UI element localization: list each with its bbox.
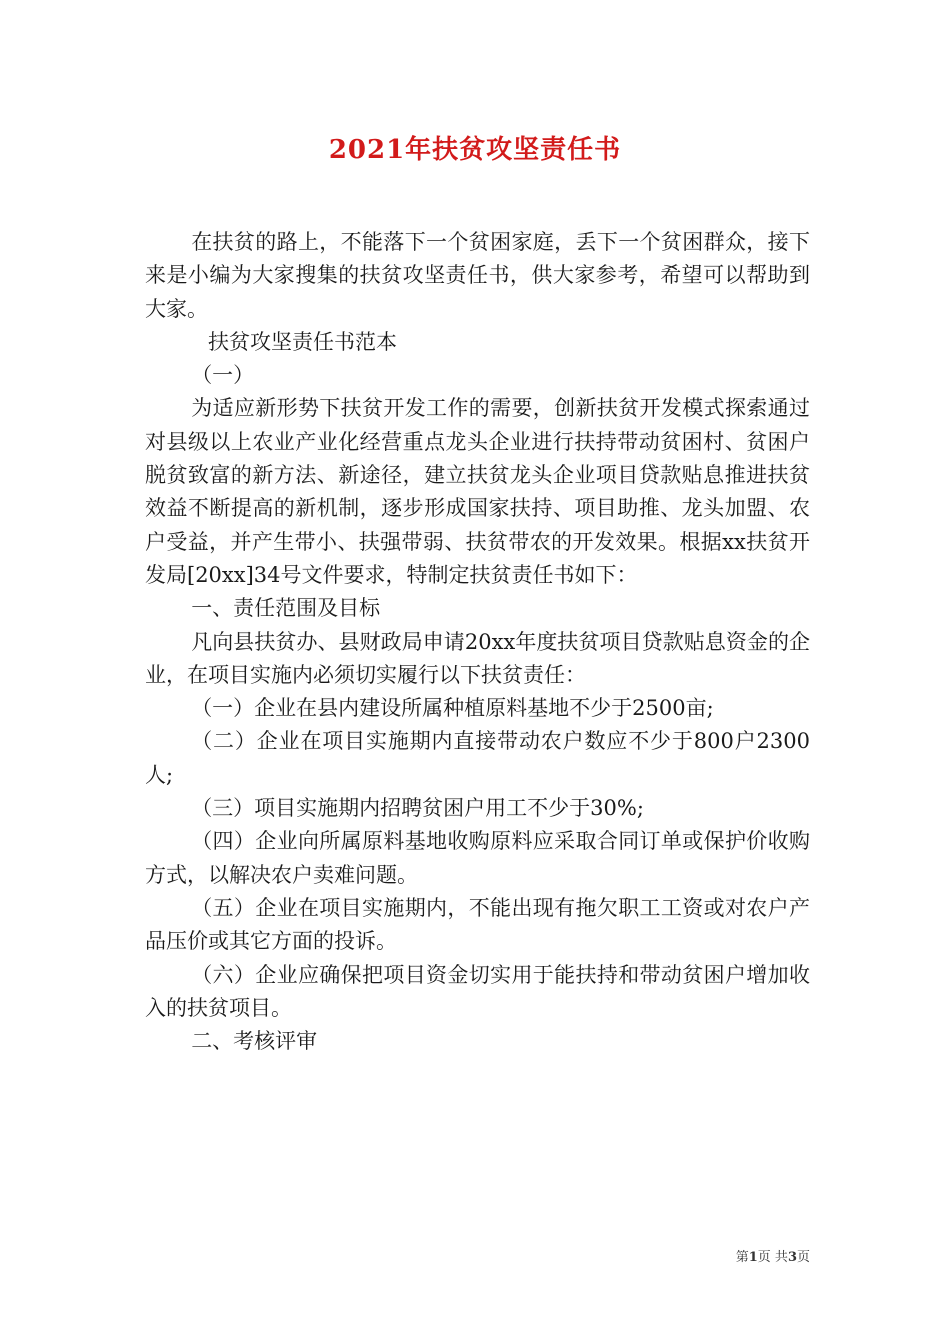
paragraph-purpose: 为适应新形势下扶贫开发工作的需要，创新扶贫开发模式探索通过对县级以上农业产业化经营重点龙头企业进行扶持带动贫困村、贫困户脱贫致富的新方法、新途径，建立扶贫龙头企业项目贷款贴息推进扶贫效益不断提高的新机制，逐步形成国家扶持、项目助推、龙头加盟、农户受益，并产生带小、扶强带弱、扶贫带农的开发效果。根据xx扶贫开发局[20xx]34号文件要求，特制定扶贫责任书如下： — [145, 396, 810, 587]
footer-total-pages: 3 — [787, 1250, 797, 1265]
paragraph-item-6: （六）企业应确保把项目资金切实用于能扶持和带动贫困户增加收入的扶贫项目。 — [145, 962, 810, 1020]
paragraph-heading-sample: 扶贫攻坚责任书范本 — [208, 329, 397, 354]
paragraph-heading-scope: 一、责任范围及目标 — [191, 596, 381, 621]
footer-prefix: 第 — [735, 1250, 749, 1265]
footer-current-page: 1 — [748, 1250, 758, 1265]
paragraph-scope: 凡向县扶贫办、县财政局申请20xx年度扶贫项目贷款贴息资金的企业，在项目实施内必须切实履行以下扶贫责任： — [145, 629, 810, 687]
paragraph-item-2: （二）企业在项目实施期内直接带动农户数应不少于800户2300人; — [145, 729, 810, 787]
paragraph-heading-review: 二、考核评审 — [191, 1029, 318, 1054]
paragraph-section-one: （一） — [191, 363, 255, 388]
paragraph-item-3: （三）项目实施期内招聘贫困户用工不少于30%; — [191, 796, 644, 821]
document-title: 2021年扶贫攻坚责任书 — [328, 135, 622, 165]
paragraph-item-5: （五）企业在项目实施期内，不能出现有拖欠职工工资或对农户产品压价或其它方面的投诉。 — [145, 895, 810, 954]
paragraph-item-4: （四）企业向所属原料基地收购原料应采取合同订单或保护价收购方式，以解决农户卖难问题。 — [145, 829, 810, 887]
paragraph-item-1: （一）企业在县内建设所属种植原料基地不少于2500亩; — [191, 696, 714, 721]
document-body — [145, 226, 810, 1058]
paragraph-intro: 在扶贫的路上，不能落下一个贫困家庭，丢下一个贫困群众，接下来是小编为大家搜集的扶贫攻坚责任书，供大家参考，希望可以帮助到大家。 — [145, 230, 810, 321]
footer-suffix: 页 — [796, 1250, 810, 1265]
footer-middle: 页 共 — [757, 1250, 788, 1265]
page-number-footer — [710, 1248, 810, 1268]
